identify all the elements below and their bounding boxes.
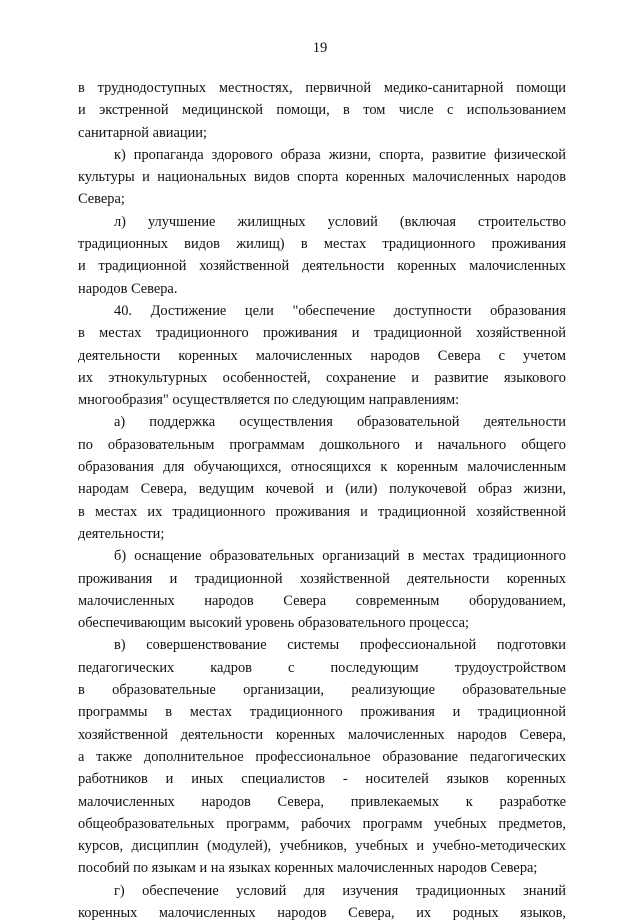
text-line: малочисленных народов Севера современным оборудованием, (78, 592, 566, 609)
text-line: традиционных видов жилищ) в местах традиционного проживания (78, 236, 566, 253)
text-line: общеобразовательных программ, рабочих программ учебных предметов, (78, 815, 566, 832)
paragraph (78, 300, 566, 411)
text-line: хозяйственной деятельности коренных малочисленных народов Севера, (78, 726, 566, 743)
paragraph (78, 144, 566, 211)
text-line: педагогических кадров с последующим трудоустройством (78, 659, 566, 676)
paragraph (78, 634, 566, 879)
text-line: многообразия" осуществляется по следующим направлениям: (78, 392, 460, 409)
text-line: в местах традиционного проживания и традиционной хозяйственной (78, 325, 566, 342)
text-line: а также дополнительное профессиональное образование педагогических (78, 748, 566, 765)
paragraph (78, 77, 566, 144)
text-line: санитарной авиации; (78, 124, 207, 141)
text-line: коренных малочисленных народов Севера, их родных языков, (78, 904, 566, 921)
text-line: в образовательные организации, реализующие образовательные (78, 682, 566, 699)
text-line: 40. Достижение цели "обеспечение доступности образования (114, 302, 566, 319)
text-line: в труднодоступных местностях, первичной медико-санитарной помощи (78, 80, 566, 96)
paragraph (78, 411, 566, 545)
text-line: Севера; (78, 191, 125, 208)
paragraph (78, 211, 566, 300)
text-line: обеспечивающим высокий уровень образовательного процесса; (78, 615, 469, 632)
text-line: курсов, дисциплин (модулей), учебников, учебных и учебно-методических (78, 838, 566, 855)
page-number: 19 (312, 40, 328, 56)
text-line: и экстренной медицинской помощи, в том числе с использованием (78, 102, 566, 119)
text-line: в) совершенствование системы профессиональной подготовки (114, 637, 566, 654)
text-line: их этнокультурных особенностей, сохранение и развитие языкового (78, 369, 566, 386)
text-line: к) пропаганда здорового образа жизни, спорта, развитие физической (114, 146, 566, 163)
text-line: а) поддержка осуществления образовательной деятельности (114, 414, 566, 431)
text-line: работников и иных специалистов - носителей языков коренных (78, 771, 566, 788)
paragraph (78, 880, 566, 924)
paragraph (78, 545, 566, 634)
text-line: л) улучшение жилищных условий (включая строительство (114, 213, 566, 230)
text-line: деятельности коренных малочисленных народов Севера с учетом (78, 347, 566, 364)
text-line: г) обеспечение условий для изучения традиционных знаний (114, 882, 566, 899)
text-line: программы в местах традиционного проживания и традиционной (78, 704, 566, 721)
text-line: в местах их традиционного проживания и традиционной хозяйственной (78, 503, 566, 520)
text-line: пособий по языкам и на языках коренных малочисленных народов Севера; (78, 860, 538, 877)
document-body (78, 77, 566, 924)
text-line: по образовательным программам дошкольного и начального общего (78, 436, 566, 453)
text-line: и традиционной хозяйственной деятельности коренных малочисленных (78, 258, 566, 275)
text-line: б) оснащение образовательных организаций в местах традиционного (114, 548, 566, 565)
text-line: народам Севера, ведущим кочевой и (или) полукочевой образ жизни, (78, 481, 566, 498)
text-line: проживания и традиционной хозяйственной деятельности коренных (78, 570, 566, 587)
text-line: народов Севера. (78, 280, 178, 297)
text-line: образования для обучающихся, относящихся к коренным малочисленным (78, 459, 566, 476)
text-line: малочисленных народов Севера, привлекаемых к разработке (78, 793, 566, 810)
text-line: культуры и национальных видов спорта коренных малочисленных народов (78, 169, 566, 186)
text-line: деятельности; (78, 525, 165, 542)
